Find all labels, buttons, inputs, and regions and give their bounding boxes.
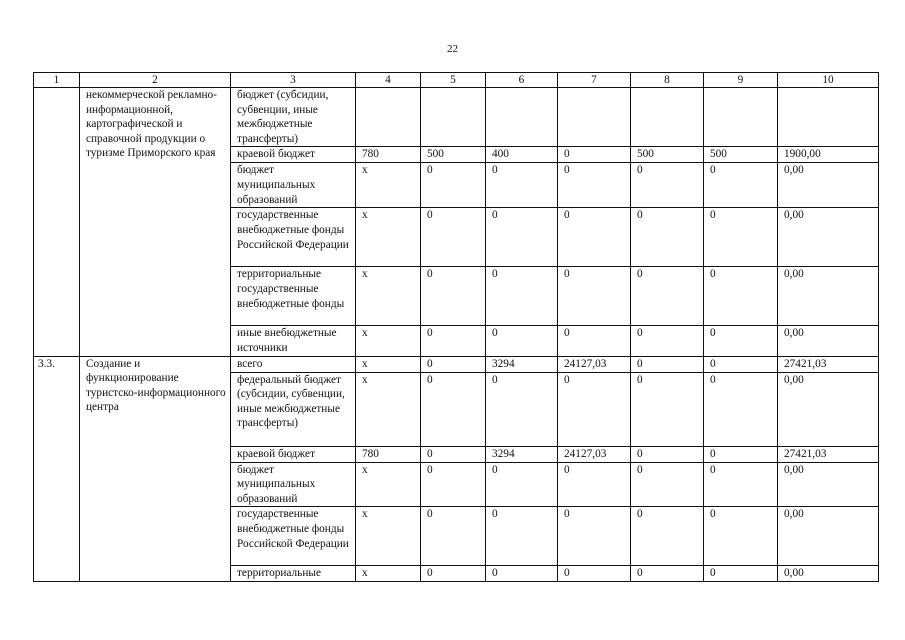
value-cell: 0,00	[778, 267, 879, 326]
value-cell: х	[356, 462, 421, 507]
value-cell: х	[356, 372, 421, 446]
value-cell: 0	[421, 372, 486, 446]
value-cell: 0	[558, 507, 631, 566]
value-cell: х	[356, 326, 421, 356]
header-cell: 7	[558, 73, 631, 88]
item-number-cell: 3.3.	[34, 356, 80, 581]
value-cell: 0	[704, 356, 778, 372]
value-cell: 0	[704, 208, 778, 267]
value-cell: 0	[421, 208, 486, 267]
value-cell: 400	[486, 147, 558, 163]
value-cell: 0	[631, 566, 704, 582]
value-cell	[558, 88, 631, 147]
funding-source-cell: бюджет муниципальных образований	[231, 163, 356, 208]
value-cell: 0	[631, 267, 704, 326]
value-cell: 0	[631, 163, 704, 208]
value-cell: 0,00	[778, 163, 879, 208]
value-cell	[778, 88, 879, 147]
value-cell: 0	[421, 163, 486, 208]
funding-source-cell: бюджет (субсидии, субвенции, иные межбюджетные трансферты)	[231, 88, 356, 147]
value-cell: х	[356, 163, 421, 208]
value-cell: 0	[486, 267, 558, 326]
value-cell: 0	[704, 163, 778, 208]
table-row	[34, 88, 879, 147]
value-cell: 0	[631, 372, 704, 446]
value-cell	[704, 88, 778, 147]
funding-source-cell: иные внебюджетные источники	[231, 326, 356, 356]
value-cell: 0	[704, 462, 778, 507]
value-cell: 0	[631, 446, 704, 462]
header-cell: 10	[778, 73, 879, 88]
value-cell: х	[356, 208, 421, 267]
value-cell: 0	[631, 462, 704, 507]
value-cell: 0	[704, 267, 778, 326]
value-cell: х	[356, 566, 421, 582]
value-cell: 0	[421, 267, 486, 326]
value-cell: 0,00	[778, 326, 879, 356]
value-cell: 3294	[486, 446, 558, 462]
value-cell: 780	[356, 147, 421, 163]
header-cell: 8	[631, 73, 704, 88]
header-cell: 2	[80, 73, 231, 88]
header-cell: 9	[704, 73, 778, 88]
value-cell: 0	[421, 462, 486, 507]
header-cell: 6	[486, 73, 558, 88]
value-cell	[486, 88, 558, 147]
value-cell: 500	[421, 147, 486, 163]
funding-source-cell: краевой бюджет	[231, 446, 356, 462]
funding-source-cell: всего	[231, 356, 356, 372]
value-cell: 0	[486, 372, 558, 446]
value-cell	[631, 88, 704, 147]
value-cell: х	[356, 267, 421, 326]
funding-source-cell: государственные внебюджетные фонды Российской Федерации	[231, 507, 356, 566]
value-cell: 0	[486, 566, 558, 582]
value-cell: 0	[558, 462, 631, 507]
value-cell: 24127,03	[558, 446, 631, 462]
value-cell: х	[356, 356, 421, 372]
value-cell: 1900,00	[778, 147, 879, 163]
value-cell: 0	[486, 507, 558, 566]
item-name-cell: некоммерческой рекламно-информационной, картографической и справочной продукции о туризме Приморского края	[80, 88, 231, 357]
value-cell: 0	[486, 163, 558, 208]
value-cell: 0,00	[778, 566, 879, 582]
value-cell: 27421,03	[778, 356, 879, 372]
funding-source-cell: территориальные государственные внебюджетные фонды	[231, 267, 356, 326]
value-cell: 0	[704, 507, 778, 566]
header-cell: 4	[356, 73, 421, 88]
value-cell: 0,00	[778, 208, 879, 267]
page-number: 22	[447, 43, 458, 55]
value-cell: 0	[631, 208, 704, 267]
value-cell: 0	[558, 208, 631, 267]
value-cell: 0,00	[778, 462, 879, 507]
value-cell: 0	[704, 566, 778, 582]
budget-table	[33, 72, 879, 582]
value-cell: х	[356, 507, 421, 566]
value-cell: 0	[558, 372, 631, 446]
value-cell: 0	[631, 507, 704, 566]
header-cell: 1	[34, 73, 80, 88]
value-cell: 27421,03	[778, 446, 879, 462]
value-cell: 0,00	[778, 507, 879, 566]
value-cell: 0	[486, 208, 558, 267]
value-cell: 0	[421, 356, 486, 372]
value-cell: 0	[704, 326, 778, 356]
value-cell: 0	[631, 326, 704, 356]
item-name-cell: Создание и функционирование туристско-информационного центра	[80, 356, 231, 581]
item-number-cell	[34, 88, 80, 357]
funding-source-cell: бюджет муниципальных образований	[231, 462, 356, 507]
value-cell: 0,00	[778, 372, 879, 446]
value-cell	[356, 88, 421, 147]
funding-source-cell: федеральный бюджет (субсидии, субвенции, иные межбюджетные трансферты)	[231, 372, 356, 446]
header-cell: 5	[421, 73, 486, 88]
value-cell: 3294	[486, 356, 558, 372]
value-cell: 0	[558, 326, 631, 356]
funding-source-cell: краевой бюджет	[231, 147, 356, 163]
header-cell: 3	[231, 73, 356, 88]
value-cell: 0	[558, 566, 631, 582]
value-cell: 0	[421, 326, 486, 356]
value-cell: 0	[558, 267, 631, 326]
table-row	[34, 356, 879, 372]
value-cell: 500	[704, 147, 778, 163]
value-cell: 0	[558, 163, 631, 208]
value-cell: 0	[486, 326, 558, 356]
value-cell: 0	[421, 507, 486, 566]
value-cell: 0	[558, 147, 631, 163]
value-cell	[421, 88, 486, 147]
funding-source-cell: территориальные	[231, 566, 356, 582]
value-cell: 500	[631, 147, 704, 163]
funding-source-cell: государственные внебюджетные фонды Российской Федерации	[231, 208, 356, 267]
header-row	[34, 73, 879, 88]
value-cell: 24127,03	[558, 356, 631, 372]
value-cell: 0	[486, 462, 558, 507]
value-cell: 0	[631, 356, 704, 372]
value-cell: 0	[704, 372, 778, 446]
value-cell: 780	[356, 446, 421, 462]
value-cell: 0	[421, 446, 486, 462]
value-cell: 0	[421, 566, 486, 582]
value-cell: 0	[704, 446, 778, 462]
